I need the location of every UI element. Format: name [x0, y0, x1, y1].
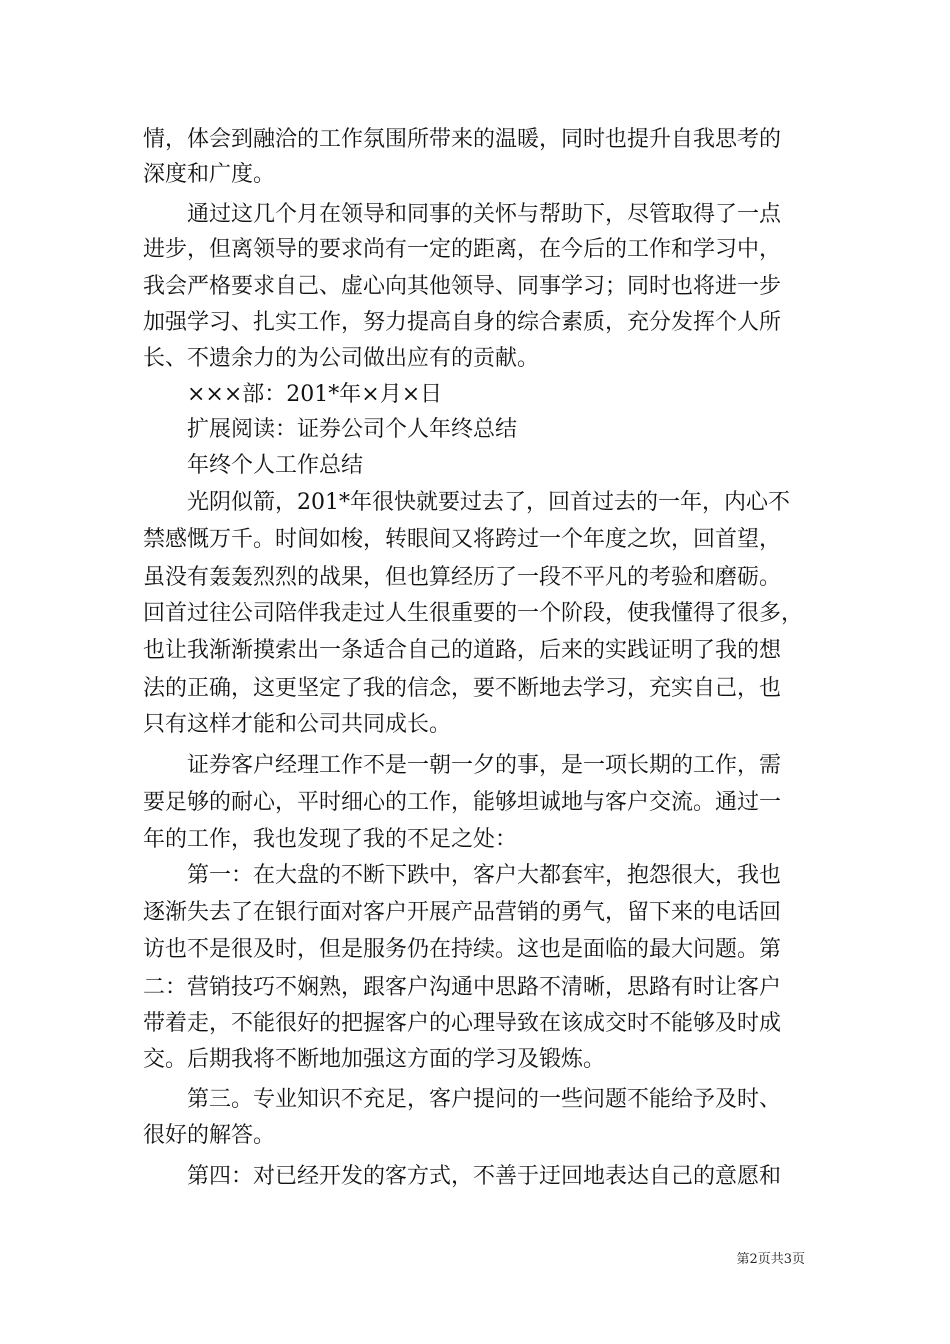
text-line: 年终个人工作总结 [187, 453, 364, 478]
text-line: 法的正确，这更坚定了我的信念，要不断地去学习，充实自己，也 [143, 676, 782, 701]
text-line: ×××部：201*年×月×日 [187, 382, 443, 407]
text-line: 情，体会到融洽的工作氛围所带来的温暖，同时也提升自我思考的 [143, 127, 782, 152]
text-line: 二：营销技巧不娴熟，跟客户沟通中思路不清晰，思路有时让客户 [143, 975, 782, 1000]
text-line: 很好的解答。 [143, 1123, 276, 1148]
text-line: 要足够的耐心，平时细心的工作，能够坦诚地与客户交流。通过一 [143, 790, 782, 815]
text-line: 逐渐失去了在银行面对客户开展产品营销的勇气，留下来的电话回 [143, 900, 782, 925]
text-line: 访也不是很及时，但是服务仍在持续。这也是面临的最大问题。第 [143, 937, 782, 962]
text-line: 证券客户经理工作不是一朝一夕的事，是一项长期的工作，需 [187, 753, 782, 778]
text-line: 扩展阅读：证券公司个人年终总结 [187, 417, 518, 442]
text-line: 回首过往公司陪伴我走过人生很重要的一个阶段，使我懂得了很多， [143, 601, 804, 626]
text-line: 进步，但离领导的要求尚有一定的距离，在今后的工作和学习中， [143, 237, 782, 262]
text-line: 光阴似箭，201*年很快就要过去了，回首过去的一年，内心不 [187, 490, 790, 515]
text-line: 第四：对已经开发的客方式，不善于迂回地表达自己的意愿和 [187, 1164, 782, 1189]
text-line: 第一：在大盘的不断下跌中，客户大都套牢，抱怨很大，我也 [187, 863, 782, 888]
text-line: 第三。专业知识不充足，客户提问的一些问题不能给予及时、 [187, 1087, 782, 1112]
page-number: 第2页共3页 [736, 1252, 805, 1267]
text-line: 带着走，不能很好的把握客户的心理导致在该成交时不能够及时成 [143, 1011, 782, 1036]
text-line: 长、不遗余力的为公司做出应有的贡献。 [143, 346, 540, 371]
text-line: 也让我渐渐摸索出一条适合自己的道路，后来的实践证明了我的想 [143, 638, 782, 663]
text-line: 深度和广度。 [143, 162, 276, 187]
text-line: 禁感慨万千。时间如梭，转眼间又将跨过一个年度之坎，回首望， [143, 527, 782, 552]
text-line: 加强学习、扎实工作，努力提高自身的综合素质，充分发挥个人所 [143, 310, 782, 335]
text-line: 只有这样才能和公司共同成长。 [143, 712, 452, 737]
text-line: 虽没有轰轰烈烈的战果，但也算经历了一段不平凡的考验和磨砺。 [143, 565, 782, 590]
text-line: 通过这几个月在领导和同事的关怀与帮助下，尽管取得了一点 [187, 202, 782, 227]
text-line: 年的工作，我也发现了我的不足之处： [143, 827, 518, 852]
text-line: 我会严格要求自己、虚心向其他领导、同事学习；同时也将进一步 [143, 274, 782, 299]
text-line: 交。后期我将不断地加强这方面的学习及锻炼。 [143, 1047, 606, 1072]
